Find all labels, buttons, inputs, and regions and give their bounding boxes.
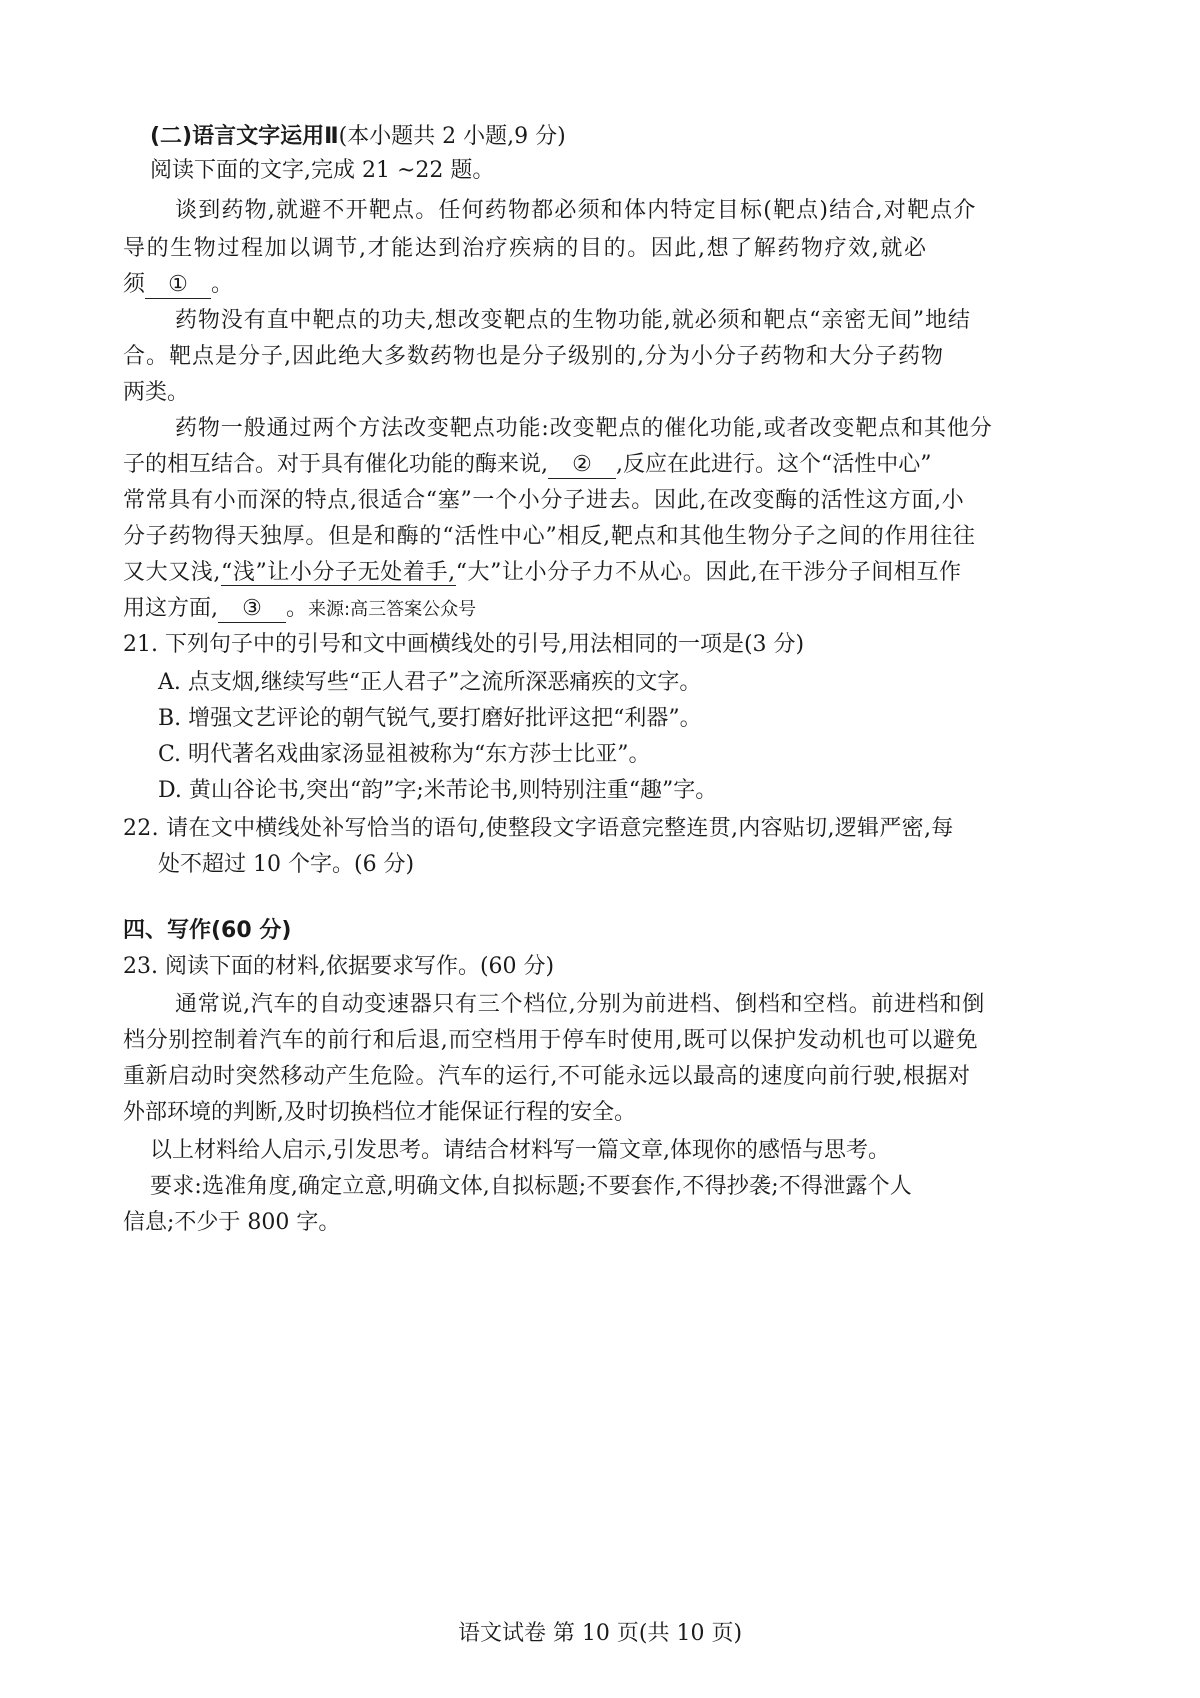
question-21-option-c: C. 明代著名戏曲家汤显祖被称为“东方莎士比亚”。 (158, 742, 651, 767)
passage-line: 谈到药物,就避不开靶点。任何药物都必须和体内特定目标(靶点)结合,对靶点介 (175, 198, 977, 223)
passage-line: 常常具有小而深的特点,很适合“塞”一个小分子进去。因此,在改变酶的活性这方面,小 (123, 488, 965, 513)
writing-requirements-cont: 信息;不少于 800 字。 (123, 1210, 341, 1235)
passage-line (123, 270, 233, 300)
passage-text: 须 (123, 272, 146, 297)
answer-blank-3: ③ (218, 596, 286, 623)
page-footer: 语文试卷 第 10 页(共 10 页) (457, 1621, 743, 1646)
passage-line: 导的生物过程加以调节,才能达到治疗疾病的目的。因此,想了解药物疗效,就必 (123, 236, 928, 261)
material-line: 通常说,汽车的自动变速器只有三个档位,分别为前进档、倒档和空档。前进档和倒 (175, 992, 985, 1017)
passage-text: 用这方面, (123, 596, 218, 621)
passage-line (123, 450, 932, 480)
passage-text: “大”让小分子力不从心。因此,在干涉分子间相互作 (455, 560, 962, 585)
passage-line: 药物一般通过两个方法改变靶点功能:改变靶点的催化功能,或者改变靶点和其他分 (175, 416, 993, 441)
passage-text: 。 (211, 272, 234, 297)
passage-line: 两类。 (123, 380, 190, 405)
passage-text: 又大又浅, (123, 560, 221, 585)
question-22-stem-cont: 处不超过 10 个字。(6 分) (158, 852, 415, 877)
source-watermark: 来源:高三答案公众号 (308, 599, 477, 620)
passage-text: 。 (286, 596, 309, 621)
writing-requirements: 要求:选准角度,确定立意,明确文体,自拟标题;不要套作,不得抄袭;不得泄露个人 (150, 1174, 913, 1199)
question-21-option-b: B. 增强文艺评论的朝气锐气,要打磨好批评这把“利器”。 (158, 706, 702, 731)
question-21-option-d: D. 黄山谷论书,突出“韵”字;米芾论书,则特别注重“趣”字。 (158, 778, 718, 803)
question-22-stem: 22. 请在文中横线处补写恰当的语句,使整段文字语意完整连贯,内容贴切,逻辑严密,每 (123, 816, 954, 841)
section-heading-rest: (本小题共 2 小题,9 分) (338, 124, 566, 149)
question-21-option-a: A. 点支烟,继续写些“正人君子”之流所深恶痛疾的文字。 (158, 670, 702, 695)
material-line: 重新启动时突然移动产生危险。汽车的运行,不可能永远以最高的速度向前行驶,根据对 (123, 1064, 971, 1089)
section-heading-bold: (二)语言文字运用Ⅱ (150, 124, 339, 149)
material-line: 档分别控制着汽车的前行和后退,而空档用于停车时使用,既可以保护发动机也可以避免 (123, 1028, 979, 1053)
material-line: 外部环境的判断,及时切换档位才能保证行程的安全。 (123, 1100, 636, 1125)
section-4-heading: 四、写作(60 分) (123, 918, 292, 943)
passage-text: 子的相互结合。对于具有催化功能的酶来说, (123, 452, 548, 477)
passage-line (123, 594, 476, 625)
passage-line: 分子药物得天独厚。但是和酶的“活性中心”相反,靶点和其他生物分子之间的作用往往 (123, 524, 976, 549)
answer-blank-2: ② (548, 452, 616, 479)
question-21-stem: 21. 下列句子中的引号和文中画横线处的引号,用法相同的一项是(3 分) (123, 632, 805, 657)
underlined-sentence: “浅”让小分子无处着手, (221, 560, 456, 585)
passage-line (123, 558, 962, 588)
passage-text: ,反应在此进行。这个“活性中心” (616, 452, 932, 477)
question-23-stem: 23. 阅读下面的材料,依据要求写作。(60 分) (123, 954, 555, 979)
writing-prompt: 以上材料给人启示,引发思考。请结合材料写一篇文章,体现你的感悟与思考。 (150, 1138, 890, 1163)
passage-line: 合。靶点是分子,因此绝大多数药物也是分子级别的,分为小分子药物和大分子药物 (123, 344, 944, 369)
section-heading (150, 122, 566, 152)
section-instruction: 阅读下面的文字,完成 21 ~22 题。 (150, 158, 495, 183)
passage-line: 药物没有直中靶点的功夫,想改变靶点的生物功能,就必须和靶点“亲密无间”地结 (175, 308, 971, 333)
answer-blank-1: ① (145, 272, 211, 299)
